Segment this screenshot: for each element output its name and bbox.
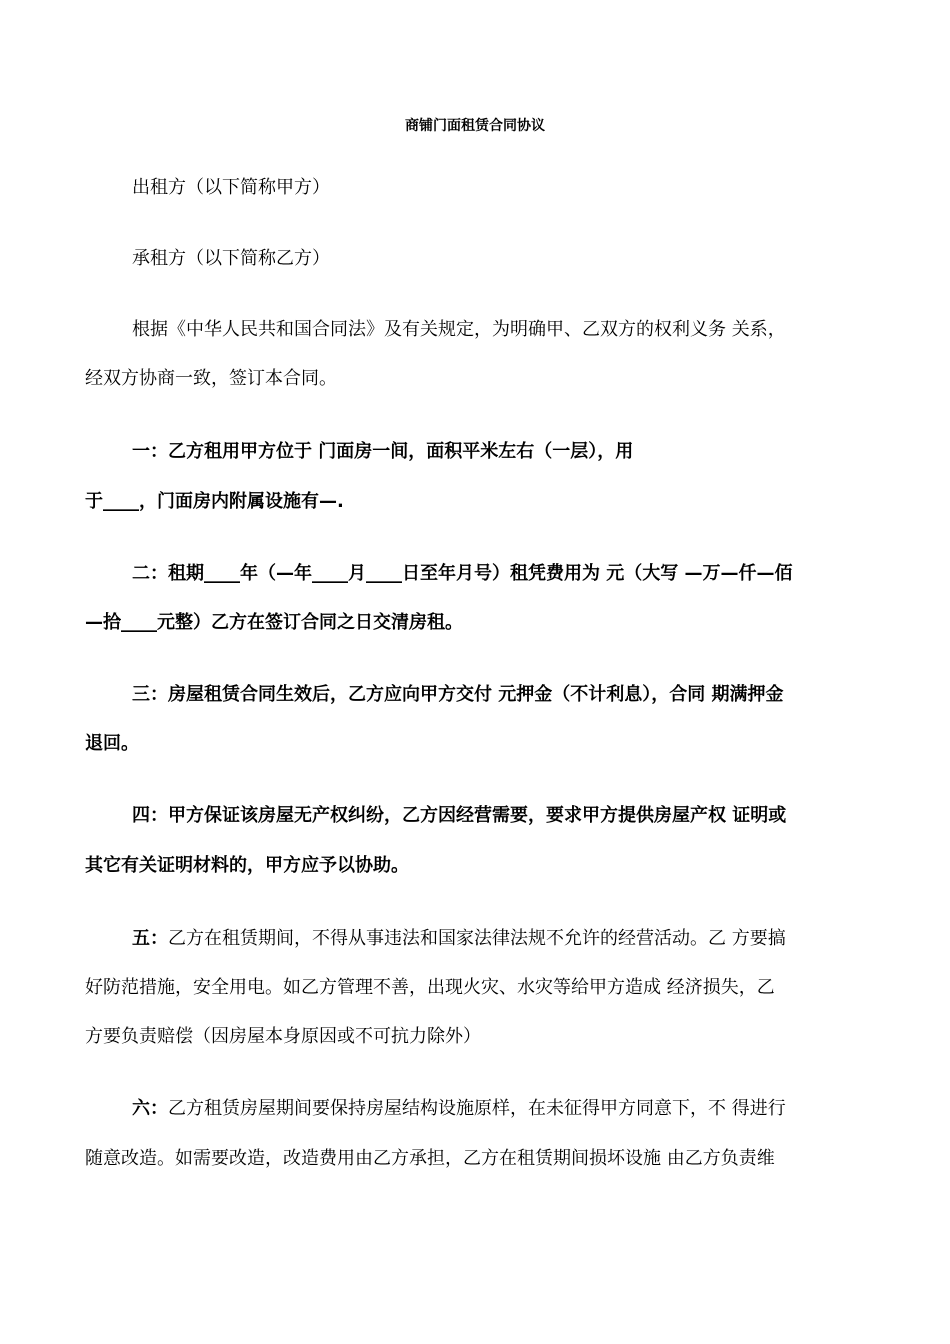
clause-3-line-1: 三：房屋租赁合同生效后，乙方应向甲方交付 元押金（不计利息），合同 期满押金 [132, 684, 784, 705]
preamble-line-2: 经双方协商一致，签订本合同。 [85, 368, 337, 389]
clause-5-label: 五： [132, 928, 168, 949]
clause-4-line-1: 四：甲方保证该房屋无产权纠纷，乙方因经营需要，要求甲方提供房屋产权 证明或 [132, 805, 787, 826]
preamble-line-1: 根据《中华人民共和国合同法》及有关规定，为明确甲、乙双方的权利义务 关系， [132, 319, 786, 340]
clause-6-text-1: 乙方租赁房屋期间要保持房屋结构设施原样，在未征得甲方同意下，不 得进行 [168, 1098, 786, 1119]
clause-2-line-2: —拾____元整）乙方在签订合同之日交清房租。 [85, 612, 463, 633]
clause-6-line-1 [132, 1096, 887, 1122]
party-b-line: 承租方（以下简称乙方） [132, 248, 330, 269]
party-a-line: 出租方（以下简称甲方） [132, 177, 330, 198]
clause-3-line-2: 退回。 [85, 733, 139, 754]
clause-5-line-2: 好防范措施，安全用电。如乙方管理不善，出现火灾、水灾等给甲方造成 经济损失，乙 [85, 977, 775, 998]
clause-6-line-2: 随意改造。如需要改造，改造费用由乙方承担，乙方在租赁期间损坏设施 由乙方负责维 [85, 1148, 775, 1169]
clause-4-line-2: 其它有关证明材料的，甲方应予以协助。 [85, 855, 409, 876]
clause-5-line-1 [132, 926, 887, 952]
clause-5-text-1: 乙方在租赁期间，不得从事违法和国家法律法规不允许的经营活动。乙 方要搞 [168, 928, 786, 949]
clause-1-line-1: 一：乙方租用甲方位于 门面房一间，面积平米左右（一层），用 [132, 441, 634, 462]
clause-6-label: 六： [132, 1098, 168, 1119]
clause-1-line-2: 于____，门面房内附属设施有—. [85, 491, 344, 512]
clause-5-line-3: 方要负责赔偿（因房屋本身原因或不可抗力除外） [85, 1026, 481, 1047]
document-title: 商铺门面租赁合同协议 [405, 118, 545, 134]
clause-2-line-1: 二：租期____年（—年____月____日至年月号）租凭费用为 元（大写 —万—仟—佰 [132, 563, 793, 584]
